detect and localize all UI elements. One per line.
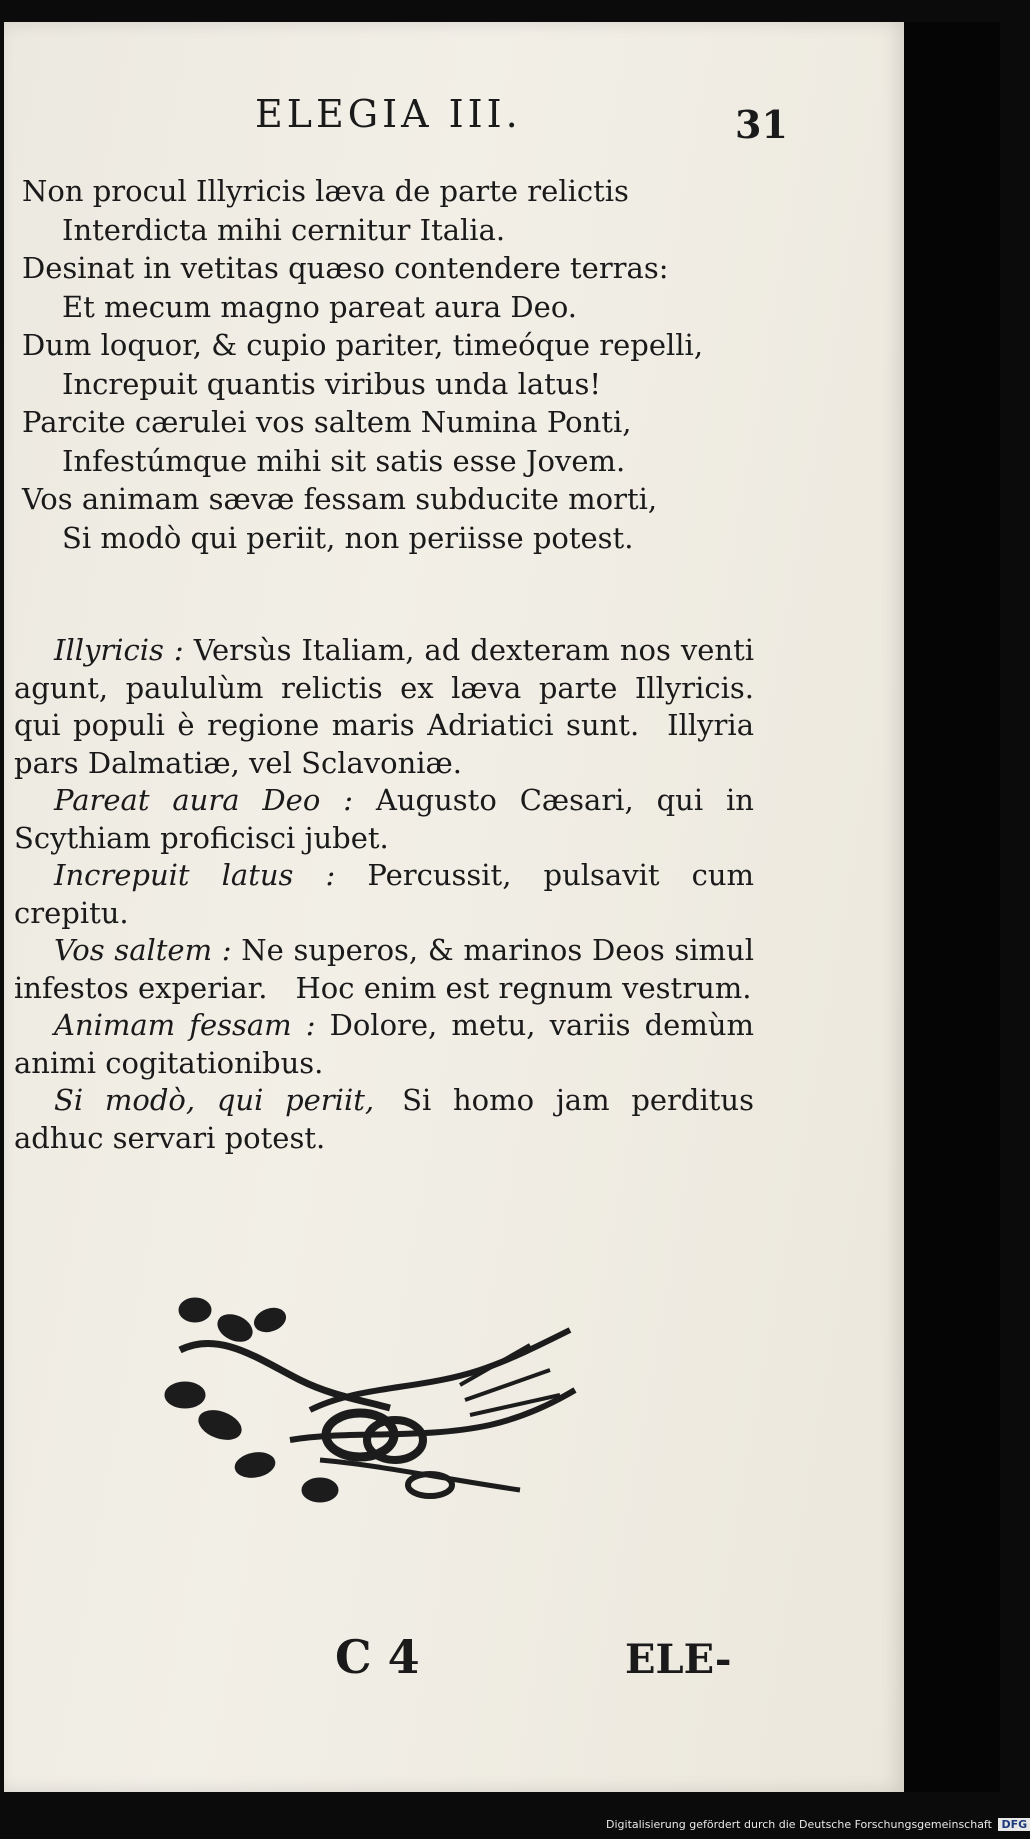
- note-lemma: Si modò, qui periit,: [54, 1083, 375, 1117]
- note-text: Augusto Cæsari, qui in Scythiam proficisci jubet.: [14, 783, 754, 855]
- floral-ornament-icon: [160, 1290, 580, 1510]
- note: [14, 1007, 754, 1082]
- verse-line: Interdicta mihi cernitur Italia.: [62, 212, 506, 247]
- note-lemma: Vos saltem :: [54, 933, 232, 967]
- funding-text: Digitalisierung gefördert durch die Deutsche Forschungsgemeinschaft: [606, 1818, 992, 1831]
- note-text: Si homo jam perditus adhuc servari potest.: [14, 1083, 754, 1155]
- verse-line: Vos animam sævæ fessam subducite morti,: [22, 482, 658, 516]
- signature-mark: C 4: [335, 1630, 420, 1684]
- note: [14, 1082, 754, 1157]
- verse-line: Et mecum magno pareat aura Deo.: [62, 289, 578, 324]
- note-lemma: Illyricis :: [54, 633, 184, 667]
- commentary-notes: [14, 632, 754, 1157]
- dfg-logo: DFG: [998, 1818, 1030, 1831]
- note-lemma: Increpuit latus :: [54, 858, 336, 892]
- note-text: Dolore, metu, variis demùm animi cogitationibus.: [14, 1008, 755, 1080]
- note-text-extra: Illyria pars Dalmatiæ, vel Sclavoniæ.: [14, 708, 754, 780]
- catchword: ELE-: [625, 1636, 732, 1683]
- note: [14, 632, 754, 782]
- running-head: ELEGIA III.: [255, 92, 522, 136]
- verse-line: Desinat in vetitas quæso contendere terras:: [22, 251, 669, 285]
- note: [14, 932, 754, 1007]
- note-text: Percussit, pulsavit cum crepitu.: [14, 858, 754, 930]
- note: [14, 857, 754, 932]
- verse-block: [22, 172, 762, 557]
- verse-line: Infestúmque mihi sit satis esse Jovem.: [62, 443, 626, 478]
- note-lemma: Pareat aura Deo :: [54, 783, 353, 817]
- note-text: Ne superos, & marinos Deos simul infestos experiar.: [14, 933, 755, 1005]
- page-shadow: [904, 22, 1000, 1792]
- note-lemma: Animam fessam :: [54, 1008, 316, 1042]
- verse-line: Si modò qui periit, non periisse potest.: [62, 520, 634, 555]
- verse-line: Non procul Illyricis læva de parte relictis: [22, 174, 629, 208]
- note: [14, 782, 754, 857]
- page-number: 31: [735, 102, 788, 147]
- note-text-extra: Hoc enim est regnum vestrum.: [295, 970, 752, 1005]
- funding-banner: [606, 1818, 1030, 1831]
- verse-line: Dum loquor, & cupio pariter, timeóque repelli,: [22, 328, 704, 362]
- note-text: Versùs Italiam, ad dexteram nos venti agunt, paululùm relictis ex læva parte Illyricis. qui populi è regione maris Adriatici sunt.: [14, 633, 755, 742]
- verse-line: Parcite cærulei vos saltem Numina Ponti,: [22, 405, 632, 439]
- verse-line: Increpuit quantis viribus unda latus!: [62, 366, 602, 401]
